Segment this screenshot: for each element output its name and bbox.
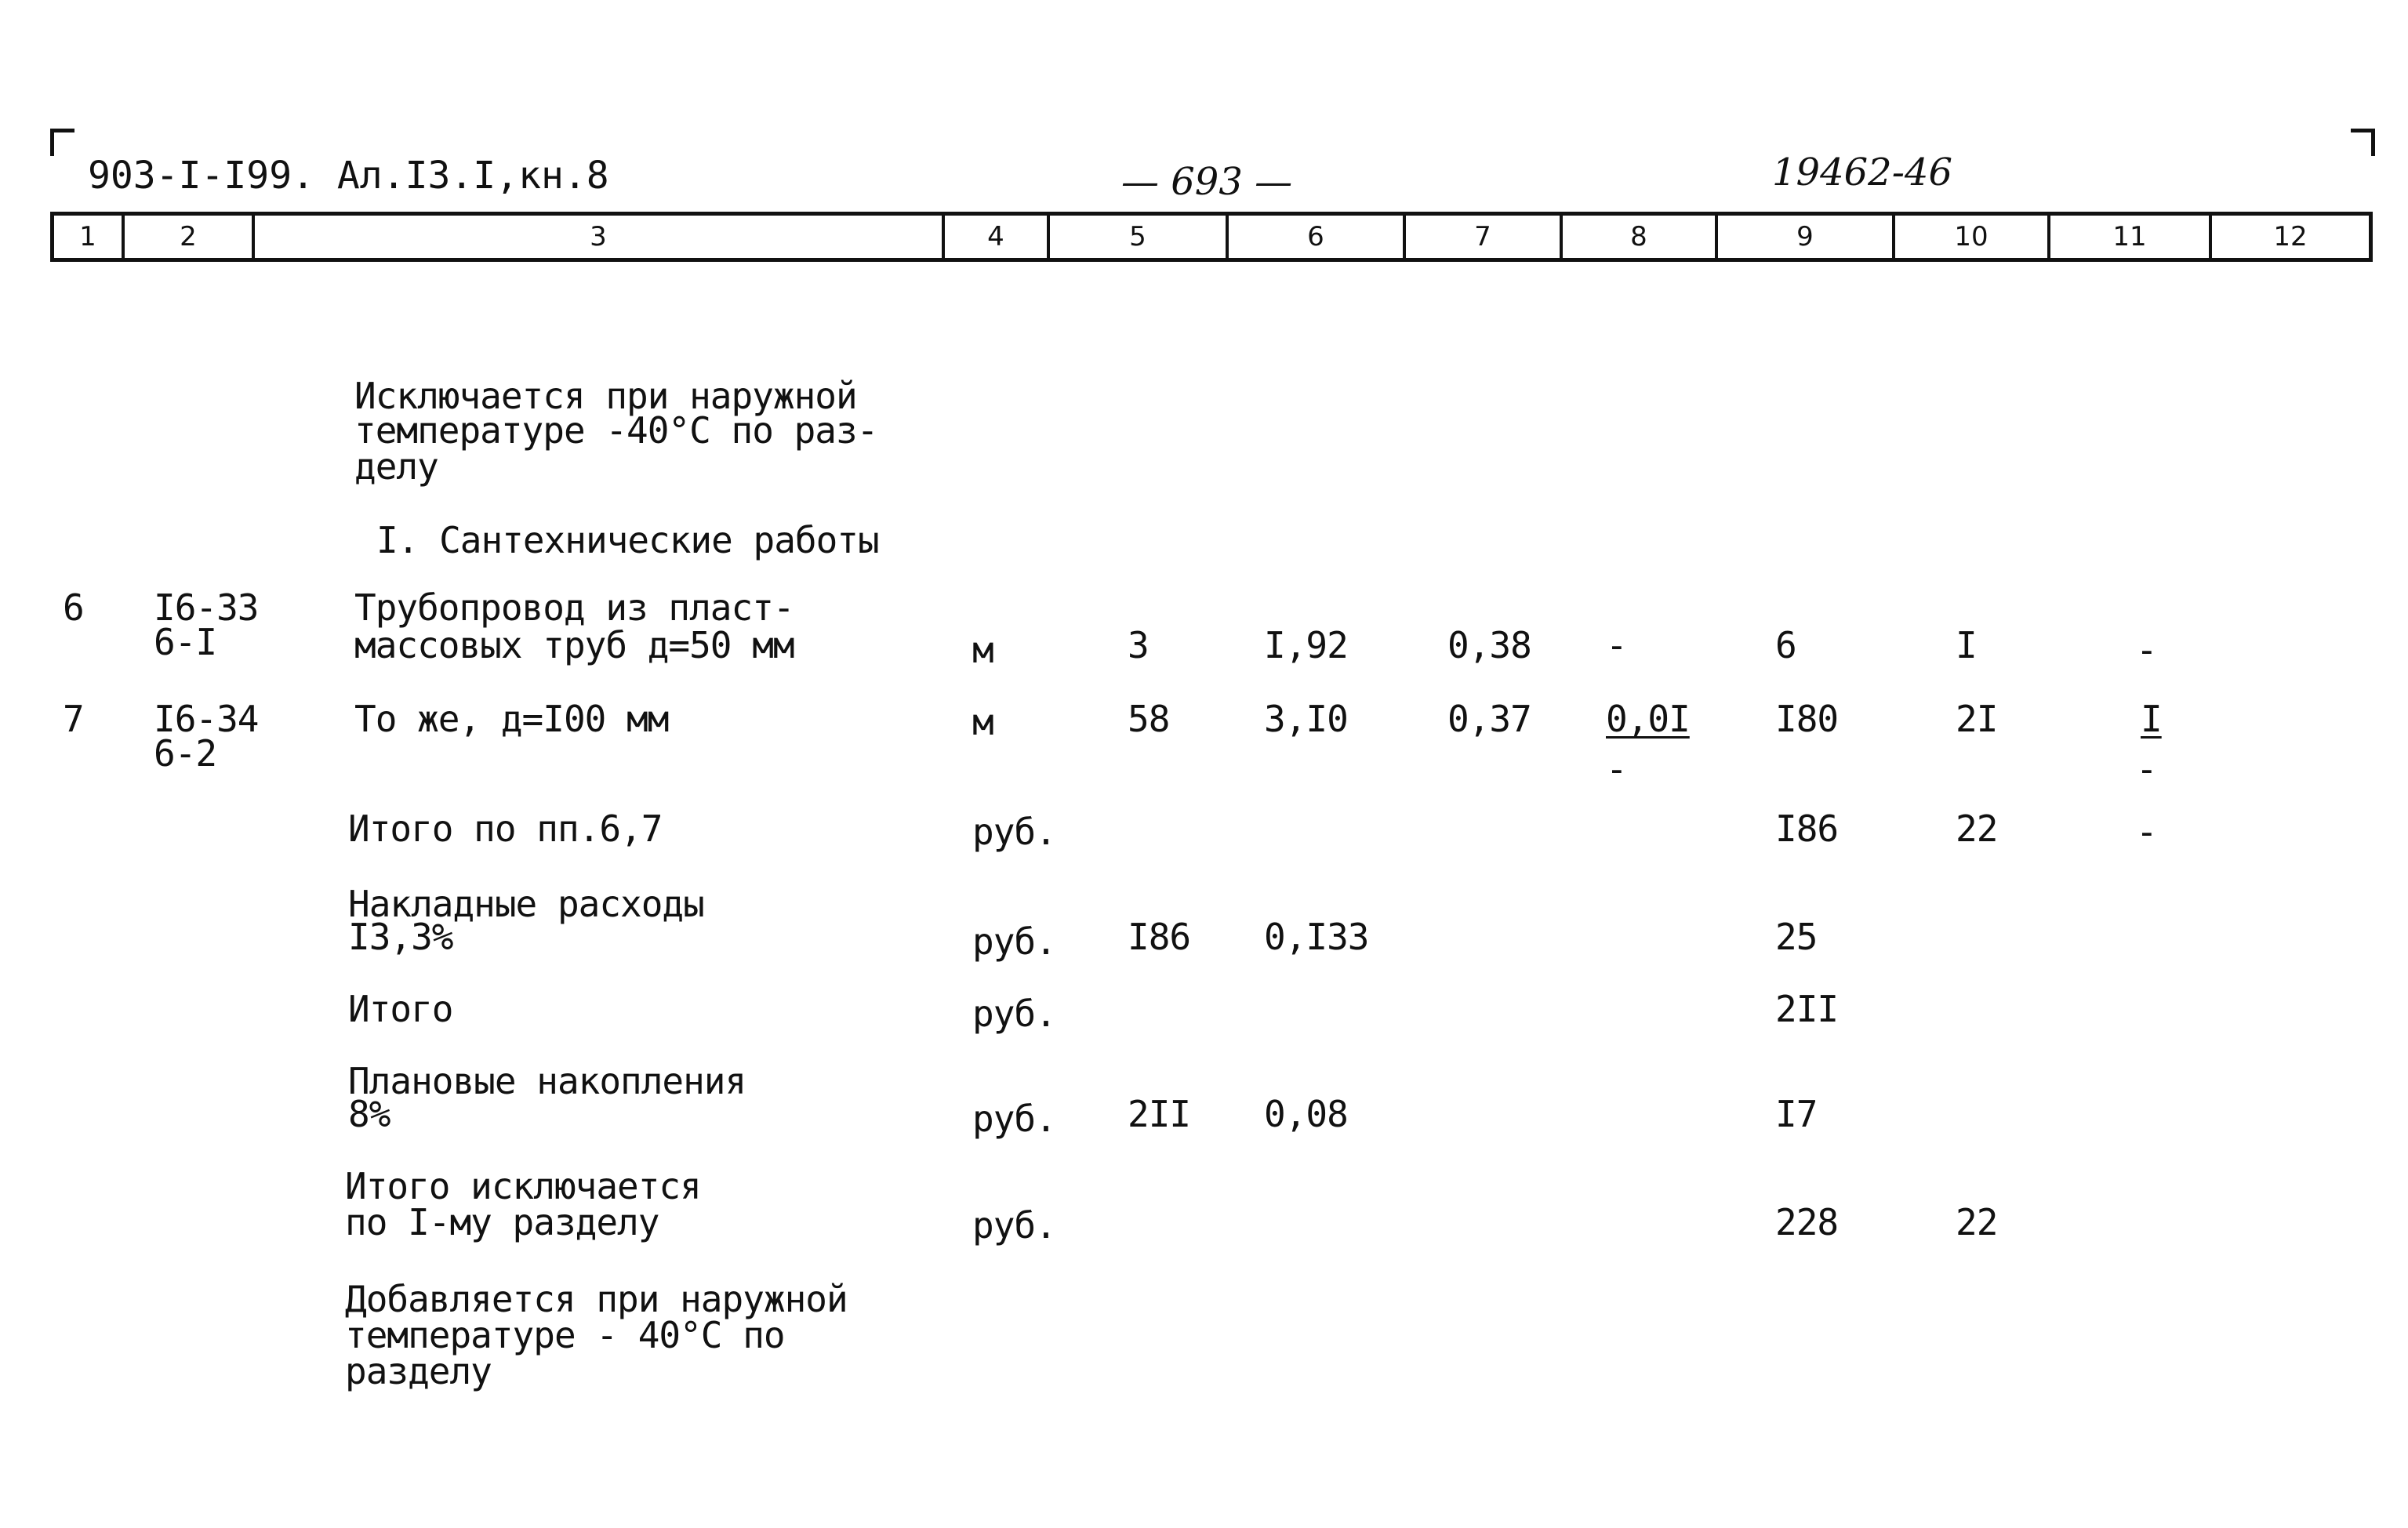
column-11-cell: - <box>2136 629 2157 671</box>
column-number-strip <box>50 212 2373 262</box>
unit-cell: руб. <box>972 1098 1056 1140</box>
footer-line: Добавляется при наружной <box>345 1278 848 1320</box>
archive-stamp: 19462-46 <box>1772 151 1952 194</box>
total-label: по I-му разделу <box>345 1201 659 1243</box>
column-number: 1 <box>54 216 125 258</box>
total-cost-cell: I86 <box>1775 808 1839 850</box>
total-cost-cell: 6 <box>1775 624 1796 666</box>
column-number: 2 <box>125 216 255 258</box>
total-label: Итого исключается <box>345 1165 701 1207</box>
column-8-cell: - <box>1606 624 1627 666</box>
column-number: 5 <box>1050 216 1229 258</box>
footer-line: температуре - 40°С по <box>345 1314 785 1356</box>
rate-code: I6-33 <box>154 586 259 629</box>
unit-cell: руб. <box>972 920 1056 963</box>
unit-price-cell: I,92 <box>1264 624 1348 666</box>
column-number: 12 <box>2273 221 2308 252</box>
quantity-cell: 58 <box>1128 698 1170 740</box>
total-rate: 8% <box>348 1093 390 1135</box>
quantity-cell: I86 <box>1128 916 1191 958</box>
work-description: Трубопровод из пласт- <box>354 586 794 629</box>
column-number: 9 <box>1718 216 1895 258</box>
column-number: 3 <box>255 216 945 258</box>
corner-mark-left <box>50 129 74 156</box>
section-title: I. Сантехнические работы <box>376 519 879 561</box>
unit-price-cell: 0,08 <box>1264 1093 1348 1135</box>
column-number: 7 <box>1406 216 1563 258</box>
column-8-cell: 0,0I <box>1606 698 1690 740</box>
unit-cell: м <box>972 701 993 743</box>
footer-line: разделу <box>345 1350 492 1392</box>
intro-line: температуре -40°С по раз- <box>354 409 878 452</box>
total-cost-cell: 25 <box>1775 916 1818 958</box>
total-cost-cell: 228 <box>1775 1201 1839 1243</box>
rate-code: I6-34 <box>154 698 259 740</box>
total-cost-cell: I80 <box>1775 698 1839 740</box>
row-number: 7 <box>63 698 84 740</box>
total-label: Итого по пп.6,7 <box>348 808 663 850</box>
total-rate: I3,3% <box>348 916 453 958</box>
total-label: Накладные расходы <box>348 883 704 925</box>
column-number: 6 <box>1229 216 1406 258</box>
column-7-cell: 0,37 <box>1447 698 1531 740</box>
column-11-cell: - <box>2136 811 2157 853</box>
work-description: массовых труб д=50 мм <box>354 624 794 666</box>
quantity-cell: 2II <box>1128 1093 1191 1135</box>
document-code: 903-I-I99. Ал.I3.I,кн.8 <box>88 154 609 198</box>
total-cost-cell: I7 <box>1775 1093 1818 1135</box>
unit-cell: м <box>972 629 993 671</box>
column-11-subvalue: - <box>2136 748 2157 790</box>
row-number: 6 <box>63 586 84 629</box>
column-number: 10 <box>1895 216 2050 258</box>
unit-price-cell: 3,I0 <box>1264 698 1348 740</box>
page-number: — 693 — <box>1121 160 1293 204</box>
column-8-subvalue: - <box>1606 748 1627 790</box>
work-description: То же, д=I00 мм <box>354 698 669 740</box>
column-number: 11 <box>2050 216 2212 258</box>
column-number: 8 <box>1563 216 1718 258</box>
column-10-cell: 2I <box>1956 698 1998 740</box>
rate-code: 6-I <box>154 621 217 663</box>
unit-cell: руб. <box>972 811 1056 853</box>
unit-cell: руб. <box>972 1204 1056 1247</box>
column-11-cell: I <box>2141 698 2162 740</box>
column-number: 4 <box>945 216 1050 258</box>
intro-line: Исключается при наружной <box>354 375 857 417</box>
column-7-cell: 0,38 <box>1447 624 1531 666</box>
total-cost-cell: 2II <box>1775 988 1839 1030</box>
total-label: Плановые накопления <box>348 1060 746 1102</box>
unit-cell: руб. <box>972 993 1056 1035</box>
total-label: Итого <box>348 988 453 1030</box>
corner-mark-right <box>2351 129 2375 156</box>
rate-code: 6-2 <box>154 732 217 775</box>
intro-line: делу <box>354 445 438 488</box>
unit-price-cell: 0,I33 <box>1264 916 1369 958</box>
column-10-cell: 22 <box>1956 1201 1998 1243</box>
quantity-cell: 3 <box>1128 624 1149 666</box>
column-10-cell: 22 <box>1956 808 1998 850</box>
column-10-cell: I <box>1956 624 1977 666</box>
